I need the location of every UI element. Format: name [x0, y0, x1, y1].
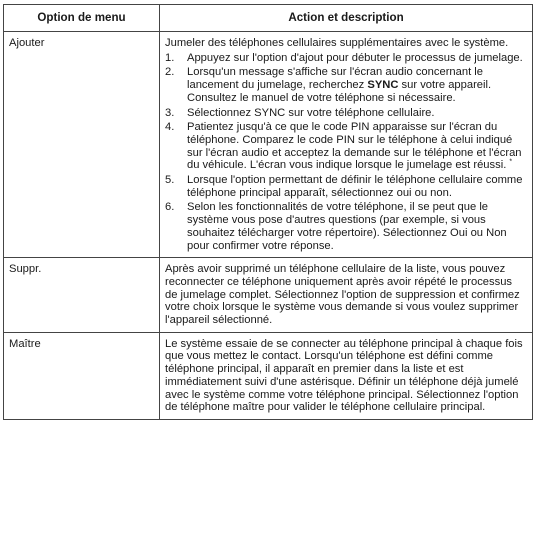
- step-number: 6.: [165, 201, 175, 214]
- sync-keyword: SYNC: [367, 79, 399, 92]
- menu-options-table: [3, 4, 533, 420]
- option-name: Maître: [4, 332, 160, 419]
- step-number: 3.: [165, 106, 175, 119]
- header-action: Action et description: [160, 5, 533, 32]
- step-text: [187, 66, 526, 104]
- list-item: [165, 107, 526, 120]
- list-item: [165, 52, 526, 65]
- option-description: Le système essaie de se connecter au téléphone principal à chaque fois que vous mettez le contact. Lorsqu'un téléphone est défini comme téléphone principal, il apparaît en premier dans la liste et est immédiatement suivi d'une astérisque. Définir un téléphone déjà jumelé avec le système comme votre téléphone principal. Sélectionnez l'option de téléphone maître pour valider le téléphone cellulaire principal.: [160, 332, 533, 419]
- list-item: [165, 66, 526, 104]
- step-text-part: Patientez jusqu'à ce que le code PIN apparaisse sur l'écran du téléphone. Comparez le code PIN sur le téléphone à celui indiqué sur l'écran audio et acceptez la demande sur le téléphone et l'écran du véhicule. L'écran vous indique lorsque le jumelage est réussi.: [187, 121, 522, 172]
- footnote-mark: *: [509, 158, 513, 166]
- intro-text: Jumeler des téléphones cellulaires supplémentaires avec le système.: [165, 37, 509, 49]
- steps-list: [165, 52, 526, 253]
- step-text: [187, 121, 526, 172]
- option-name: Suppr.: [4, 258, 160, 333]
- table-header-row: [4, 5, 533, 32]
- option-name: Ajouter: [4, 32, 160, 258]
- table-row-ajouter: [4, 32, 533, 258]
- header-option: Option de menu: [4, 5, 160, 32]
- step-text-part: Lorsqu'un message s'affiche sur l'écran audio concernant le lancement du jumelage, recherchez: [187, 66, 484, 92]
- step-text: Appuyez sur l'option d'ajout pour débuter le processus de jumelage.: [187, 51, 523, 64]
- option-description: Après avoir supprimé un téléphone cellulaire de la liste, vous pouvez reconnecter ce téléphone uniquement après avoir répété le processus de jumelage complet. Sélectionnez l'option de suppression et confirmez votre choix lorsque le système vous demande si vous voulez supprimer l'appareil sélectionné.: [160, 258, 533, 333]
- step-text: Lorsque l'option permettant de définir le téléphone cellulaire comme téléphone principal apparaît, sélectionnez oui ou non.: [187, 174, 523, 199]
- step-text: Selon les fonctionnalités de votre téléphone, il se peut que le système vous pose d'autres questions (par exemple, si vous souhaitez télécharger votre répertoire). Sélectionnez Oui ou Non pour confirmer votre réponse.: [187, 201, 507, 252]
- list-item: [165, 121, 526, 172]
- table-row-suppr: [4, 258, 533, 333]
- step-text-part: sur votre appareil. Consultez le manuel de votre téléphone si nécessaire.: [187, 79, 492, 104]
- step-number: 5.: [165, 174, 175, 187]
- step-number: 2.: [165, 66, 175, 79]
- step-number: 4.: [165, 121, 175, 134]
- list-item: [165, 201, 526, 252]
- list-item: [165, 174, 526, 199]
- option-description: [160, 32, 533, 258]
- step-text: Sélectionnez SYNC sur votre téléphone cellulaire.: [187, 106, 435, 119]
- step-number: 1.: [165, 51, 175, 64]
- table-row-maitre: [4, 332, 533, 419]
